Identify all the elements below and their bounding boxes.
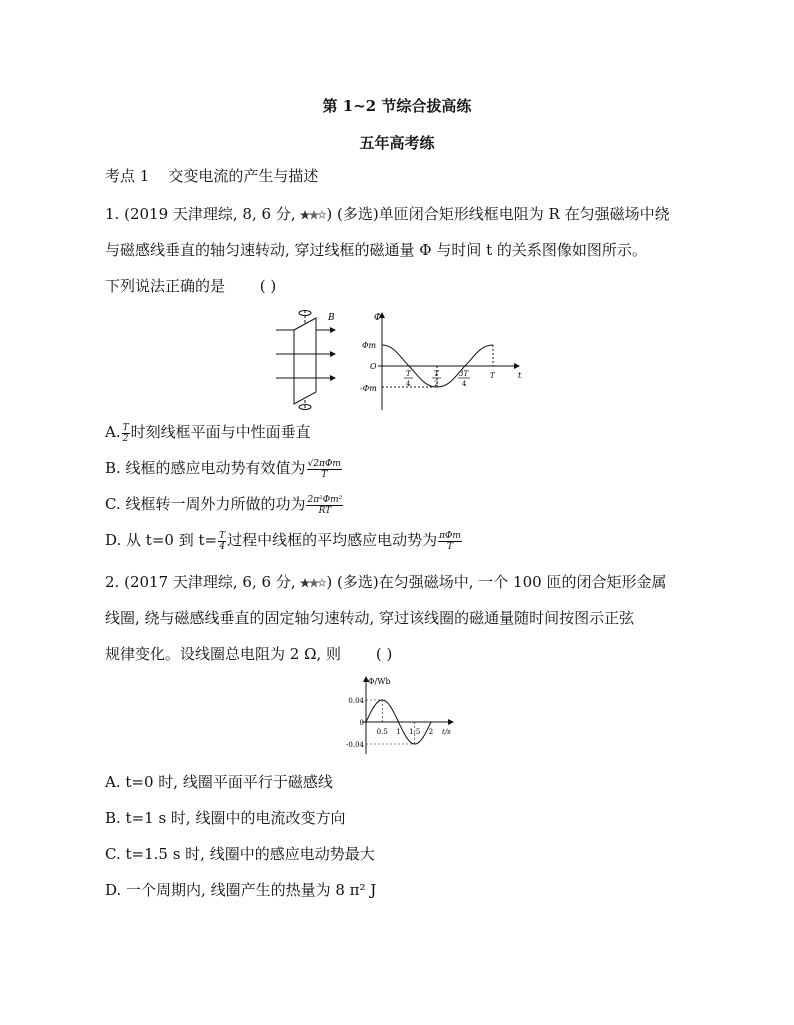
q2-type: (多选) <box>337 573 379 591</box>
difficulty-stars-icon <box>300 577 326 589</box>
phi-axis-label: Φ <box>374 313 382 323</box>
q1-line-1 <box>105 204 670 224</box>
data-point <box>390 706 391 707</box>
t-axis-label: t <box>518 371 522 380</box>
q2-line-3 <box>105 644 392 664</box>
q2-option-c: C. t=1.5 s 时, 线圈中的感应电动势最大 <box>105 845 375 863</box>
fraction-denominator: RT <box>318 505 332 516</box>
field-b-label: B <box>328 313 335 323</box>
q1-stem-3: 下列说法正确的是 <box>105 277 226 295</box>
y-tick-label: -0.04 <box>346 741 364 749</box>
option-b-text: B. 线框的感应电动势有效值为 <box>105 459 306 477</box>
data-point <box>430 721 431 722</box>
q1-source-close: ) <box>326 205 333 223</box>
option-b-fraction <box>307 459 342 480</box>
fraction-numerator: T <box>219 530 226 541</box>
section-subtitle: 五年高考练 <box>359 134 435 152</box>
q1-coil-figure <box>272 308 342 412</box>
option-d-fraction-1 <box>218 531 226 552</box>
q1-option-c <box>105 494 344 516</box>
tick-t-label: T <box>490 372 495 380</box>
q1-source: (2019 天津理综, 8, 6 分, <box>124 205 296 223</box>
q1-flux-graph <box>360 310 528 414</box>
q1-answer-paren: ( ) <box>259 277 277 295</box>
option-d-fraction-2 <box>438 531 462 552</box>
option-c-fraction <box>306 495 343 516</box>
q2-option-b: B. t=1 s 时, 线圈中的电流改变方向 <box>105 809 346 827</box>
option-d-text: D. 从 t=0 到 t= <box>105 531 218 549</box>
q1-option-d <box>105 530 463 552</box>
tick-t4-num: T <box>406 370 411 378</box>
difficulty-stars-icon <box>300 209 326 221</box>
fraction-denominator: 2 <box>122 433 129 444</box>
fraction-denominator: 4 <box>219 541 225 552</box>
y-tick-label: 0.04 <box>348 697 364 705</box>
q2-stem-3: 规律变化。设线圈总电阻为 2 Ω, 则 <box>105 645 342 663</box>
q2-line-1 <box>105 572 666 592</box>
topic-title: 交变电流的产生与描述 <box>168 167 319 185</box>
q2-source: (2017 天津理综, 6, 6 分, <box>124 573 296 591</box>
fraction-numerator: 2π²Φm² <box>307 494 343 505</box>
q2-stem-1: 在匀强磁场中, 一个 100 匝的闭合矩形金属 <box>378 573 667 591</box>
neg-phim-label: -Φm <box>360 384 377 393</box>
tick-t2-num: T <box>434 370 439 378</box>
option-a-text: 时刻线框平面与中性面垂直 <box>130 423 311 441</box>
q2-source-close: ) <box>326 573 333 591</box>
q1-option-a <box>105 422 311 444</box>
q1-stem-2: 与磁感线垂直的轴匀速转动, 穿过线框的磁通量 Φ 与时间 t 的关系图像如图所示。 <box>105 241 647 259</box>
option-c-text: C. 线框转一周外力所做的功为 <box>105 495 306 513</box>
q2-number: 2. <box>105 573 120 591</box>
q1-number: 1. <box>105 205 120 223</box>
x-tick-label: 1 <box>396 728 401 736</box>
x-tick-label: 1.5 <box>409 728 421 736</box>
fraction-numerator: πΦm <box>439 530 461 541</box>
q2-flux-chart <box>338 676 458 756</box>
q1-option-b <box>105 458 343 480</box>
option-a-prefix: A. <box>105 423 121 441</box>
q1-stem-1: 单匝闭合矩形线框电阻为 R 在匀强磁场中绕 <box>378 205 670 223</box>
q2-stem-2: 线圈, 绕与磁感线垂直的固定轴匀速转动, 穿过该线圈的磁通量随时间按图示正弦 <box>105 609 635 627</box>
data-point <box>398 721 399 722</box>
topic-label: 考点 1 <box>105 167 150 185</box>
y-axis-label: Φ/Wb <box>368 677 391 686</box>
tick-t2-den: 2 <box>434 380 439 388</box>
tick-3t4-den: 4 <box>462 380 467 388</box>
option-d-mid-text: 过程中线框的平均感应电动势为 <box>227 531 438 549</box>
tick-3t4-num: 3T <box>459 370 469 378</box>
data-point <box>422 737 423 738</box>
q1-line-3 <box>105 276 276 296</box>
q2-answer-paren: ( ) <box>375 645 393 663</box>
option-a-fraction <box>122 423 130 444</box>
data-point <box>365 721 366 722</box>
x-axis-label: t/s <box>442 728 451 736</box>
x-tick-label: 2 <box>428 728 434 736</box>
phim-label: Φm <box>362 341 377 350</box>
q2-option-a: A. t=0 时, 线圈平面平行于磁感线 <box>105 773 333 791</box>
y-tick-label: 0 <box>359 719 364 727</box>
fraction-denominator: T <box>447 541 454 552</box>
topic-heading <box>105 166 318 186</box>
q2-option-d: D. 一个周期内, 线圈产生的热量为 8 π² J <box>105 881 377 899</box>
fraction-numerator: T <box>122 422 129 433</box>
q1-type: (多选) <box>337 205 379 223</box>
fraction-denominator: T <box>321 469 328 480</box>
data-point <box>374 706 375 707</box>
tick-t4-den: 4 <box>406 380 411 388</box>
origin-label: O <box>370 362 377 371</box>
data-point <box>406 737 407 738</box>
x-tick-label: 0.5 <box>376 728 388 736</box>
page-title: 第 1~2 节综合拔高练 <box>322 97 472 115</box>
fraction-numerator: √2πΦm <box>307 458 341 469</box>
